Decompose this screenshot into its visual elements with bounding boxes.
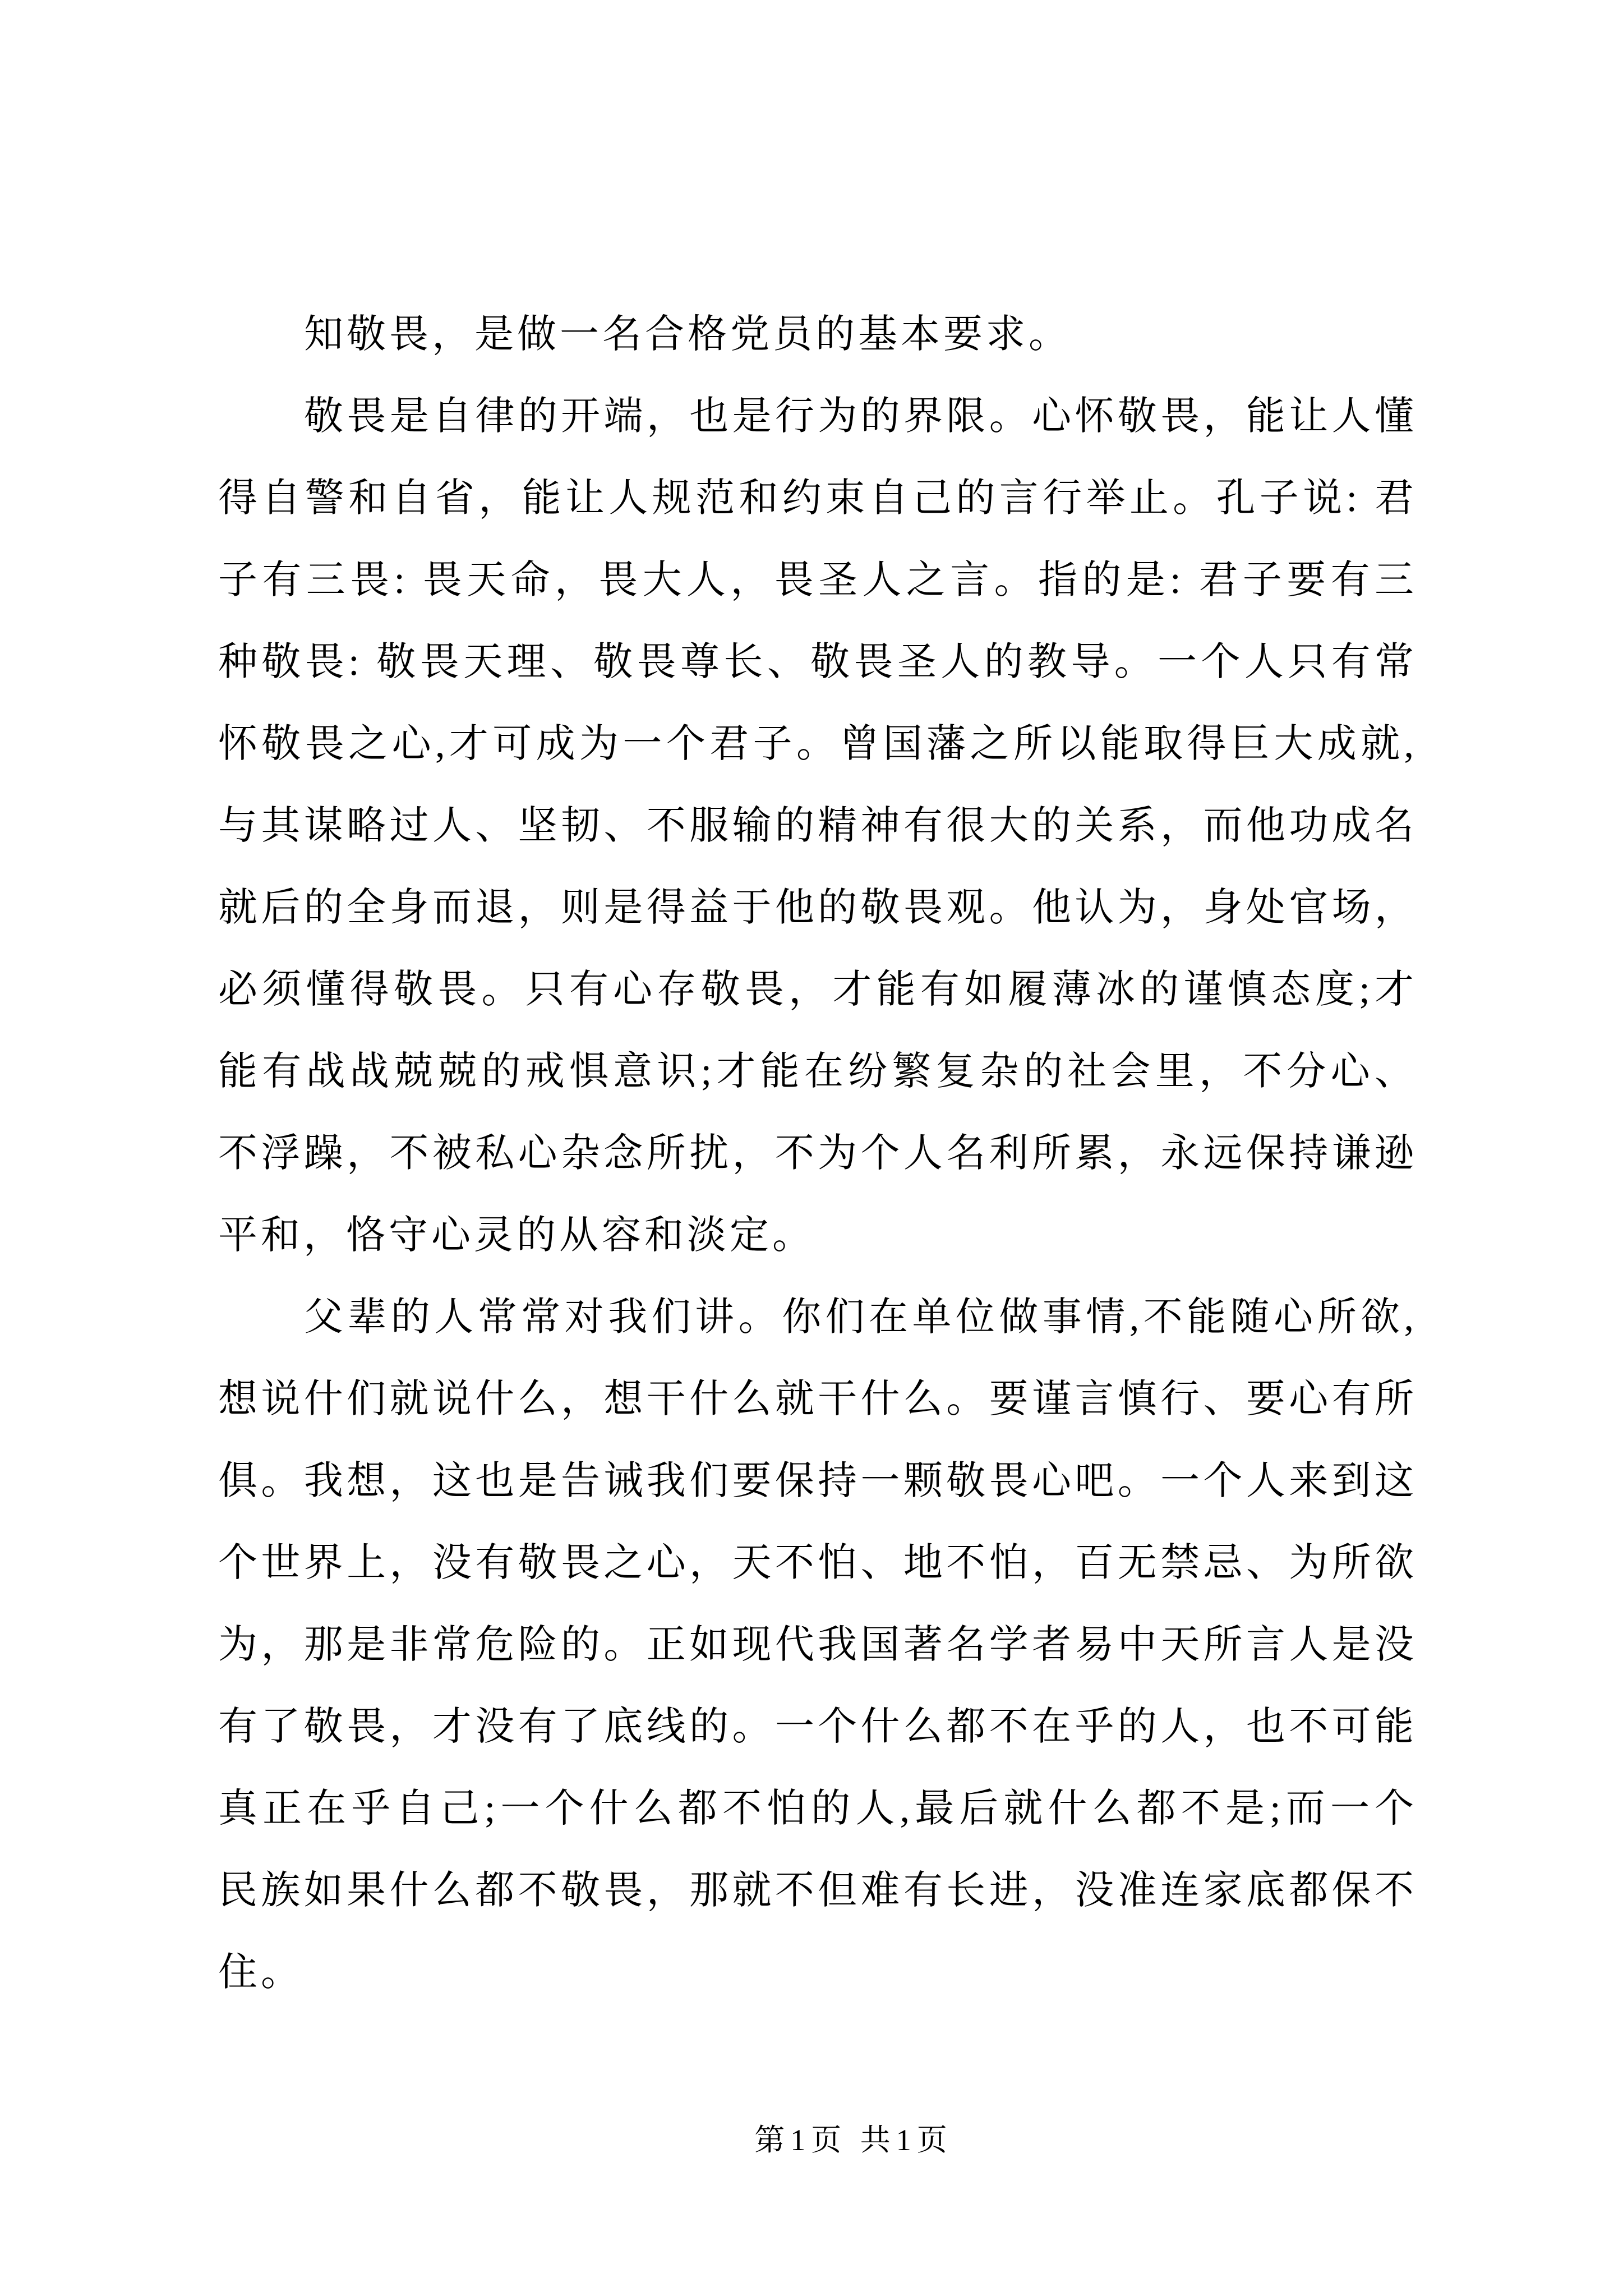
text-line: 与其谋略过人、坚韧、不服输的精神有很大的关系，而他功成名: [218, 804, 1417, 848]
text-line: 能有战战兢兢的戒惧意识;才能在纷繁复杂的社会里，不分心、: [218, 1050, 1417, 1093]
text-line: 怀敬畏之心,才可成为一个君子。曾国藩之所以能取得巨大成就,: [218, 723, 1417, 766]
text-line: 平和，恪守心灵的从容和淡定。: [218, 1214, 815, 1257]
text-line: 种敬畏: 敬畏天理、敬畏尊长、敬畏圣人的教导。一个人只有常: [218, 641, 1417, 684]
text-line: 子有三畏: 畏天命，畏大人，畏圣人之言。指的是: 君子要有三: [218, 559, 1417, 602]
page-number: 第1页 共1页: [754, 2123, 953, 2157]
text-line: 知敬畏，是做一名合格党员的基本要求。: [304, 313, 1071, 356]
text-line: 得自警和自省，能让人规范和约束自己的言行举止。孔子说: 君: [218, 477, 1417, 520]
text-block: [218, 294, 1417, 2014]
text-line: 想说什们就说什么，想干什么就干什么。要谨言慎行、要心有所: [218, 1378, 1417, 1421]
text-line: 为，那是非常危险的。正如现代我国著名学者易中天所言人是没: [218, 1623, 1417, 1667]
text-line: 俱。我想，这也是告诫我们要保持一颗敬畏心吧。一个人来到这: [218, 1460, 1417, 1503]
text-line: 敬畏是自律的开端，也是行为的界限。心怀敬畏，能让人懂: [304, 395, 1417, 438]
text-line: 个世界上，没有敬畏之心，天不怕、地不怕，百无禁忌、为所欲: [218, 1542, 1417, 1585]
page-footer: [0, 2120, 1623, 2160]
text-line: 必须懂得敬畏。只有心存敬畏，才能有如履薄冰的谨慎态度;才: [218, 968, 1417, 1011]
text-line: 就后的全身而退，则是得益于他的敬畏观。他认为，身处官场，: [218, 886, 1417, 930]
text-line: 父辈的人常常对我们讲。你们在单位做事情,不能随心所欲,: [304, 1296, 1417, 1339]
text-line: 不浮躁，不被私心杂念所扰，不为个人名利所累，永远保持谦逊: [218, 1132, 1417, 1175]
text-line: 民族如果什么都不敬畏，那就不但难有长进，没准连家底都保不: [218, 1869, 1417, 1912]
text-line: 有了敬畏，才没有了底线的。一个什么都不在乎的人，也不可能: [218, 1705, 1417, 1749]
text-line: 住。: [218, 1951, 303, 1994]
text-line: 真正在乎自己;一个什么都不怕的人,最后就什么都不是;而一个: [218, 1787, 1417, 1830]
